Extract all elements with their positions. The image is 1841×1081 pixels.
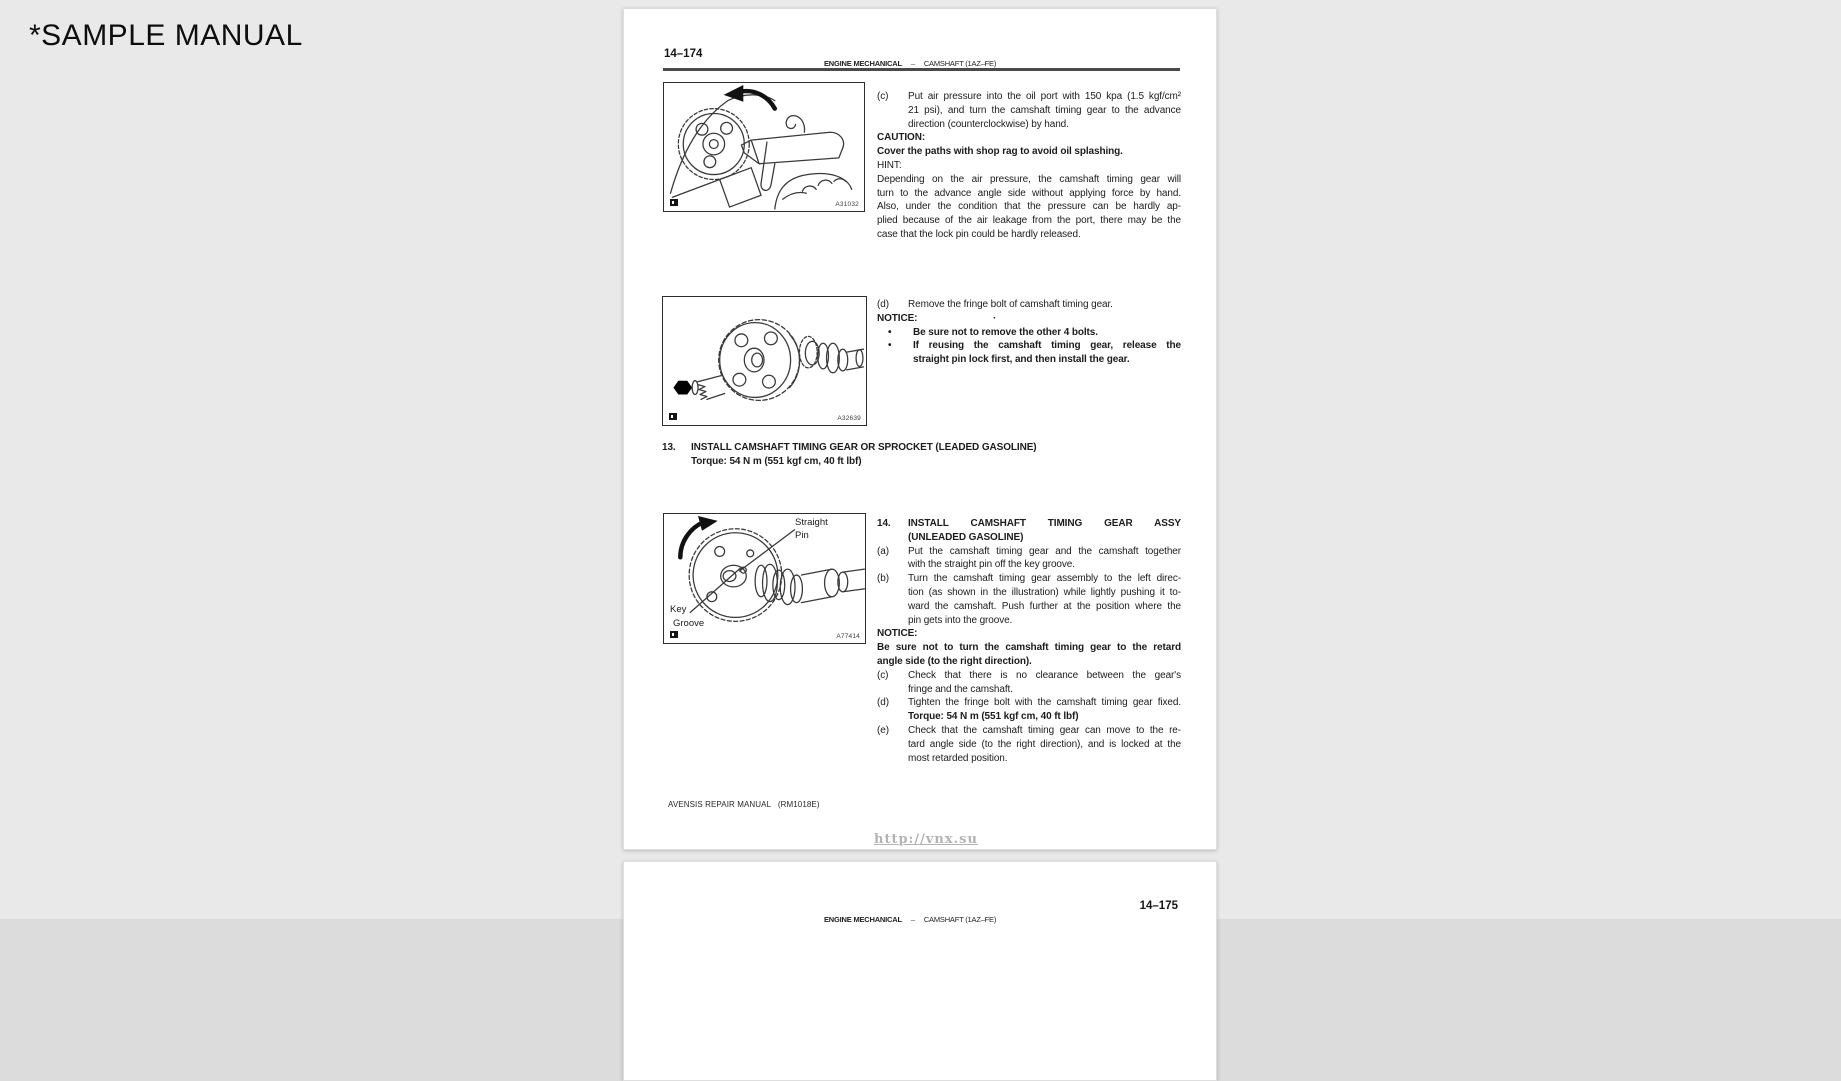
text-line: NOTICE: [877, 628, 918, 640]
figure-code: A31032 [835, 201, 859, 208]
figure-air-pressure-illustration [664, 83, 864, 211]
label-key-groove-2: Groove [673, 618, 705, 629]
figure-fringe-bolt [662, 296, 867, 426]
manual-page-175 [623, 861, 1217, 1081]
text-line: (e) Check that the camshaft timing gear can move to the re- [877, 724, 1181, 736]
figure-corner-icon [669, 413, 677, 420]
text-line: pin gets into the groove. [908, 614, 1013, 626]
step-13-paragraph [662, 441, 1181, 469]
text-line: 14. INSTALL CAMSHAFT TIMING GEAR ASSY [877, 518, 1181, 529]
header-section: ENGINE MECHANICAL [824, 915, 902, 924]
text-line: Torque: 54 N m (551 kgf cm, 40 ft lbf) [691, 455, 862, 467]
figure-code: A77414 [836, 633, 860, 640]
text-line: • If reusing the camshaft timing gear, release the [888, 340, 1181, 352]
header-subsection: CAMSHAFT (1AZ–FE) [923, 59, 997, 68]
text-line: angle side (to the right direction). [877, 655, 1032, 667]
text-line: (d) Tighten the fringe bolt with the camshaft timing gear fixed. [877, 697, 1181, 709]
page-header [824, 59, 996, 68]
step-c-paragraph [877, 90, 1181, 242]
watermark: http://vnx.su [874, 832, 978, 847]
figure-timing-gear-install [663, 513, 866, 644]
label-key-groove: Key [670, 604, 687, 615]
step-14-paragraph [877, 517, 1181, 765]
text-line: straight pin lock first, and then install the gear. [913, 354, 1130, 366]
text-line: (a) Put the camshaft timing gear and the camshaft together [877, 545, 1181, 557]
header-dash: – [910, 59, 915, 68]
label-straight-pin: Straight [795, 517, 828, 528]
text-line: (c) Check that there is no clearance between the gear's [877, 669, 1181, 681]
text-line: Depending on the air pressure, the camshaft timing gear will [877, 173, 1181, 185]
step-d-paragraph [877, 298, 1181, 367]
manual-footer: AVENSIS REPAIR MANUAL (RM1018E) [668, 800, 820, 809]
figure-corner-icon [670, 631, 678, 638]
text-line: most retarded position. [908, 752, 1008, 764]
page-number: 14–174 [664, 48, 703, 60]
header-section: ENGINE MECHANICAL [824, 59, 902, 68]
text-line: direction (counterclockwise) by hand. [908, 118, 1069, 130]
text-line: Cover the paths with shop rag to avoid oil splashing. [877, 146, 1123, 158]
text-line: tard angle side (to the right direction), and is locked at the [908, 738, 1181, 750]
text-line: tion (as shown in the illustration) while lightly pushing it to- [908, 586, 1181, 598]
text-line: HINT: [877, 159, 902, 171]
text-line: 21 psi), and turn the camshaft timing gear to the advance [908, 104, 1181, 116]
text-line: (d) Remove the fringe bolt of camshaft timing gear. [877, 299, 1113, 310]
figure-code: A32639 [837, 415, 861, 422]
text-line: (c) Put air pressure into the oil port with 150 kpa (1.5 kgf/cm² [877, 91, 1181, 102]
text-line: Be sure not to turn the camshaft timing gear to the retard [877, 642, 1181, 654]
page-number: 14–175 [1139, 900, 1178, 912]
header-rule [663, 68, 1180, 71]
figure-fringe-bolt-illustration [663, 297, 866, 425]
text-line: plied because of the air leakage from the port, there may be the [877, 215, 1181, 227]
text-line: • Be sure not to remove the other 4 bolts. [888, 326, 1098, 338]
text-line: (UNLEADED GASOLINE) [908, 531, 1024, 543]
text-line: (b) Turn the camshaft timing gear assembly to the left direc- [877, 573, 1181, 585]
text-line: 13. INSTALL CAMSHAFT TIMING GEAR OR SPROCKET (LEADED GASOLINE) [662, 442, 1037, 453]
text-line: ward the camshaft. Push further at the position where the [908, 600, 1181, 612]
manual-page-174 [623, 8, 1217, 850]
figure-air-pressure [663, 82, 865, 212]
label-straight-pin-2: Pin [795, 530, 809, 541]
text-line: Torque: 54 N m (551 kgf cm, 40 ft lbf) [908, 711, 1079, 723]
text-line: case that the lock pin could be hardly released. [877, 228, 1081, 240]
text-line: with the straight pin off the key groove. [908, 559, 1075, 571]
text-line: fringe and the camshaft. [908, 683, 1013, 695]
sample-manual-label: *SAMPLE MANUAL [29, 19, 303, 52]
page-header [824, 915, 996, 924]
text-line: CAUTION: [877, 132, 926, 144]
header-dash: – [910, 915, 915, 924]
text-line: Also, under the condition that the pressure can be hardly ap- [877, 201, 1181, 213]
text-line: turn to the advance angle side without applying force by hand. [877, 187, 1181, 199]
header-subsection: CAMSHAFT (1AZ–FE) [923, 915, 997, 924]
text-line: NOTICE: · [877, 312, 997, 324]
figure-corner-icon [670, 199, 678, 206]
